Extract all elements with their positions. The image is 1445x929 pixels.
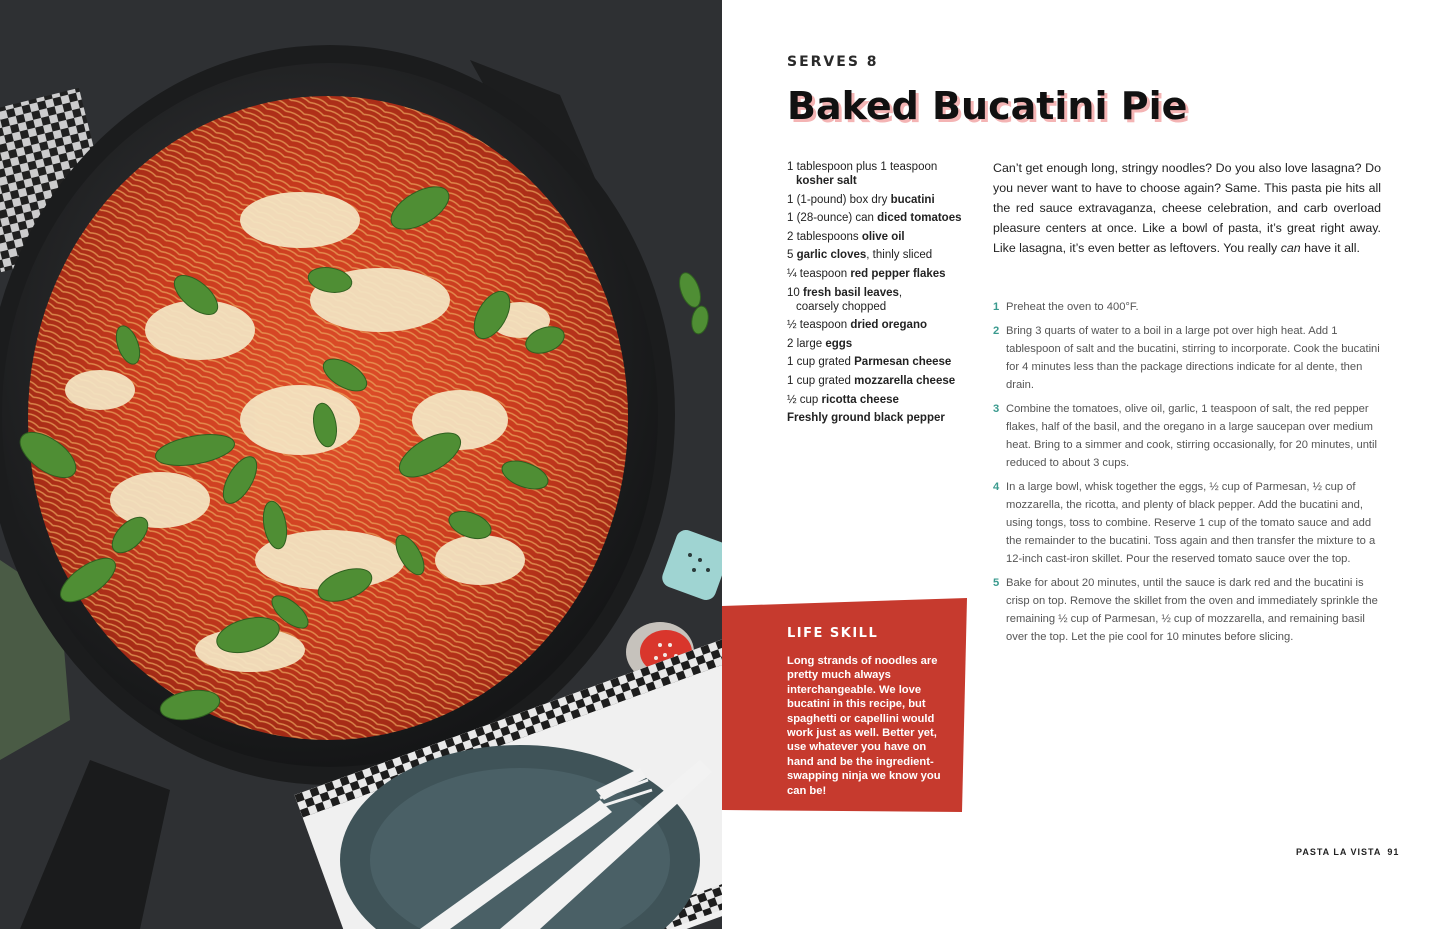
ingredient-quantity: 1 tablespoon plus 1 teaspoon bbox=[787, 161, 938, 173]
step-item bbox=[993, 298, 1383, 316]
ingredient-item bbox=[787, 411, 977, 425]
life-skill-heading: LIFE SKILL bbox=[787, 626, 879, 641]
ingredient-quantity: 1 (28-ounce) can bbox=[787, 212, 878, 225]
intro-paragraph bbox=[993, 158, 1381, 258]
step-item bbox=[993, 574, 1383, 646]
life-skill-box bbox=[722, 598, 968, 812]
ingredient-quantity: 5 bbox=[787, 249, 797, 262]
ingredient-name: Parmesan cheese bbox=[854, 356, 952, 369]
ingredient-item bbox=[787, 374, 977, 388]
step-list bbox=[993, 298, 1383, 652]
page-footer bbox=[1296, 847, 1399, 857]
ingredient-note-line2: coarsely chopped bbox=[796, 300, 887, 313]
step-item bbox=[993, 322, 1383, 394]
ingredient-name: olive oil bbox=[861, 230, 905, 243]
intro-emphasis: can bbox=[1280, 241, 1301, 255]
ingredient-quantity: ½ teaspoon bbox=[787, 319, 851, 332]
ingredient-name: kosher salt bbox=[796, 175, 857, 187]
ingredient-quantity: 2 tablespoons bbox=[787, 230, 862, 243]
section-name: PASTA LA VISTA bbox=[1296, 847, 1382, 857]
ingredient-name: fresh basil leaves bbox=[803, 286, 899, 299]
ingredient-quantity: 1 (1-pound) box dry bbox=[787, 193, 891, 206]
ingredient-item bbox=[787, 393, 977, 407]
ingredient-item bbox=[787, 193, 977, 207]
page-number: 91 bbox=[1387, 847, 1400, 857]
ingredient-quantity: ¼ teaspoon bbox=[787, 267, 851, 280]
ingredient-name: dried oregano bbox=[850, 319, 927, 332]
step-text: Bring 3 quarts of water to a boil in a large pot over high heat. Add 1 tablespoon of salt and the bucatini, stirring to incorporate. Cook the bucatini for 4 minutes less than the package directions indicate for al dente, then drain. bbox=[1006, 325, 1380, 391]
ingredient-name: diced tomatoes bbox=[877, 212, 962, 225]
ingredient-note: , thinly sliced bbox=[866, 249, 933, 262]
serves-label: SERVES 8 bbox=[787, 54, 879, 70]
step-text: Preheat the oven to 400°F. bbox=[1006, 301, 1139, 313]
ingredient-name: bucatini bbox=[890, 193, 935, 206]
ingredient-item bbox=[787, 211, 977, 225]
ingredient-list bbox=[787, 160, 977, 430]
ingredient-quantity: 1 cup grated bbox=[787, 356, 855, 369]
recipe-title: Baked Bucatini Pie bbox=[787, 84, 1188, 128]
ingredient-item bbox=[787, 318, 977, 332]
life-skill-text: Long strands of noodles are pretty much always interchangeable. We love bucatini in this recipe, but spaghetti or capellini would work just as well. Better yet, use whatever you have on hand and be the ingredient-swapping ninja we know you can be! bbox=[787, 655, 941, 797]
ingredient-quantity: ½ cup bbox=[787, 393, 822, 406]
ingredient-quantity: 1 cup grated bbox=[787, 374, 855, 387]
step-number: 5 bbox=[993, 577, 1000, 589]
step-text: Bake for about 20 minutes, until the sauce is dark red and the bucatini is crisp on top. Remove the skillet from the oven and immediately sprinkle the remaining ½ cup of Parmesan, ½ cup of mozzarella, and remaining basil over the top. Let the pie cool for 10 minutes before slicing. bbox=[1006, 577, 1378, 643]
ingredient-note: , bbox=[898, 286, 903, 299]
food-photo bbox=[0, 0, 722, 929]
step-number: 4 bbox=[993, 481, 1000, 493]
ingredient-name: Freshly ground black pepper bbox=[787, 412, 945, 425]
ingredient-quantity: 10 bbox=[787, 286, 803, 299]
skillet-pasta-illustration bbox=[0, 0, 722, 929]
step-number: 1 bbox=[993, 301, 1000, 313]
ingredient-name: ricotta cheese bbox=[821, 393, 899, 406]
step-text: In a large bowl, whisk together the eggs, ½ cup of Parmesan, ½ cup of mozzarella, the ricotta, and plenty of black pepper. Add the bucatini and, using tongs, toss to combine. Reserve 1 cup of the tomato sauce and add the remainder to the bucatini. Toss again and then transfer the mixture to a 12-inch cast-iron skillet. Pour the reserved tomato sauce over the top. bbox=[1006, 481, 1376, 565]
step-item bbox=[993, 400, 1383, 472]
step-text: Combine the tomatoes, olive oil, garlic, 1 teaspoon of salt, the red pepper flakes, half of the basil, and the oregano in a large saucepan over medium heat. Bring to a simmer and cook, stirring occasionally, for 20 minutes, until reduced to about 3 cups. bbox=[1006, 403, 1378, 469]
intro-text-end: have it all. bbox=[1300, 241, 1360, 255]
ingredient-name: red pepper flakes bbox=[850, 267, 946, 280]
ingredient-name: garlic cloves bbox=[796, 249, 867, 262]
ingredient-quantity: 2 large bbox=[787, 337, 826, 350]
intro-text: Can’t get enough long, stringy noodles? Do you also love lasagna? Do you never want to have to choose again? Same. This pasta pie hits all the red sauce extravaganza, cheese celebration, and carb overload pleasure centers at once. Like a bowl of pasta, it’s great right away. Like lasagna, it’s even better as leftovers. You really bbox=[993, 161, 1381, 255]
ingredient-item bbox=[787, 248, 977, 262]
step-item bbox=[993, 478, 1383, 568]
ingredient-name: eggs bbox=[825, 337, 853, 350]
ingredient-item bbox=[787, 355, 977, 369]
step-number: 2 bbox=[993, 325, 1000, 337]
ingredient-name: mozzarella cheese bbox=[854, 374, 956, 387]
ingredient-item bbox=[787, 267, 977, 281]
ingredient-item bbox=[787, 160, 977, 188]
step-number: 3 bbox=[993, 403, 1000, 415]
ingredient-item bbox=[787, 230, 977, 244]
ingredient-item bbox=[787, 286, 977, 314]
ingredient-item bbox=[787, 337, 977, 351]
